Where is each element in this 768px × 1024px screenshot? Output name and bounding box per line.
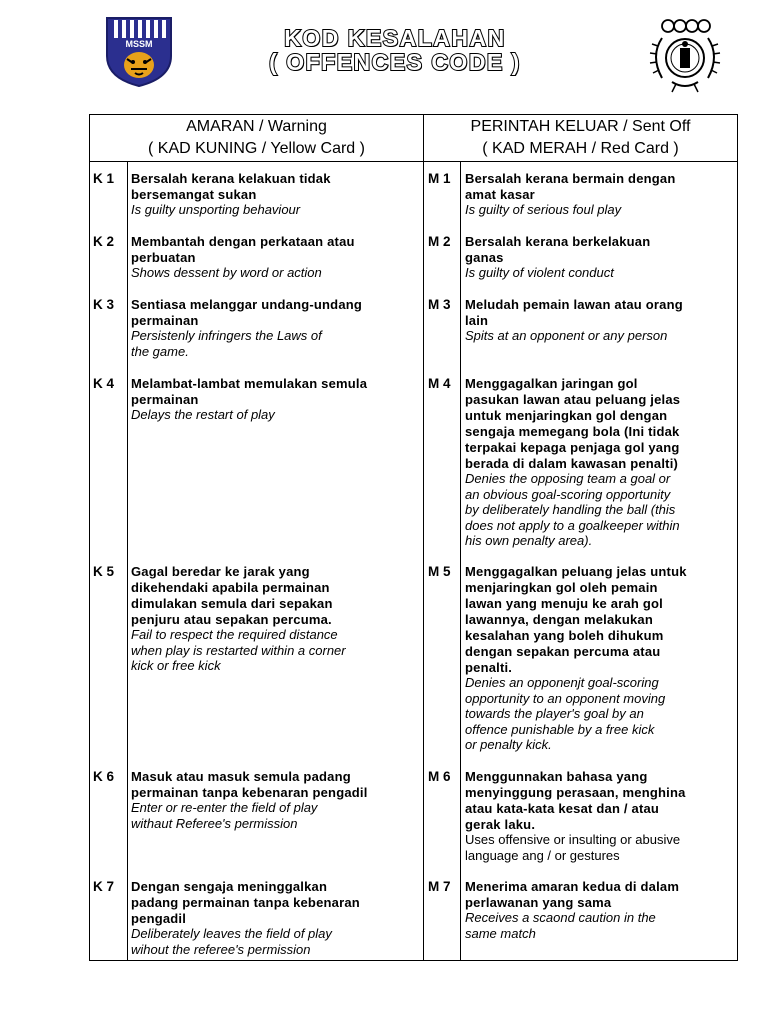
center-divider: [423, 115, 424, 960]
sendoff-malay-text: penalti.: [465, 660, 513, 675]
warning-malay-text: penjuru atau sepakan percuma.: [131, 612, 332, 627]
sendoff-malay-text: Menerima amaran kedua di dalam: [465, 879, 680, 894]
right-code-divider: [460, 161, 461, 960]
sendoff-english-text: or penalty kick.: [465, 737, 552, 753]
mssm-logo-text: MSSM: [125, 39, 153, 49]
warning-malay-text: Masuk atau masuk semula padang: [131, 769, 351, 784]
warning-code: K 3: [93, 297, 115, 312]
sendoff-english-text: his own penalty area).: [465, 533, 593, 549]
warning-english-text: withaut Referee's permission: [131, 815, 298, 831]
warning-malay-text: Melambat-lambat memulakan semula: [131, 376, 368, 391]
sendoff-malay-text: Menggunnakan bahasa yang: [465, 769, 648, 784]
warning-code: K 2: [93, 234, 115, 249]
sendoff-code: M 2: [428, 234, 451, 249]
sendoff-english-text: Denies the opposing team a goal or: [465, 471, 671, 486]
warning-code: K 7: [93, 879, 115, 894]
warning-malay-text: permainan: [131, 313, 199, 328]
warning-english-text: Deliberately leaves the field of play: [131, 926, 332, 941]
sendoff-column-header: [424, 115, 737, 161]
sendoff-english-text: Is guilty of violent conduct: [465, 265, 614, 280]
sendoff-english-text: towards the player's goal by an: [465, 706, 644, 722]
sendoff-header-line1: PERINTAH KELUAR / Sent Off: [470, 118, 691, 135]
warning-malay-text: perbuatan: [131, 250, 196, 265]
warning-english-text: kick or free kick: [131, 658, 221, 674]
sendoff-malay-text: atau kata-kata kesat dan / atau: [465, 801, 660, 816]
sendoff-malay-text: Menggagalkan jaringan gol: [465, 376, 638, 391]
sendoff-english-text: same match: [465, 925, 536, 941]
warning-malay-text: Membantah dengan perkataan atau: [131, 234, 355, 249]
warning-malay-text: dikehendaki apabila permainan: [131, 580, 330, 595]
warning-malay-text: Bersalah kerana kelakuan tidak: [131, 171, 331, 186]
title-english: ( OFFENCES CODE ): [269, 49, 521, 75]
warning-malay-text: pengadil: [131, 911, 187, 926]
warning-english-text: when play is restarted within a corner: [131, 642, 346, 658]
sendoff-malay-text: berada di dalam kawasan penalti): [465, 456, 679, 471]
sendoff-malay-text: Meludah pemain lawan atau orang: [465, 297, 683, 312]
warning-header-line2: ( KAD KUNING / Yellow Card ): [148, 140, 365, 157]
sendoff-code: M 1: [428, 171, 451, 186]
sendoff-malay-text: ganas: [465, 250, 504, 265]
warning-code: K 5: [93, 564, 115, 579]
sendoff-malay-text: untuk menjaringkan gol dengan: [465, 408, 668, 423]
sendoff-english-text: Is guilty of serious foul play: [465, 202, 622, 217]
sendoff-malay-text: dengan sepakan percuma atau: [465, 644, 661, 659]
sendoff-malay-text: amat kasar: [465, 187, 535, 202]
left-code-divider: [127, 161, 128, 960]
sendoff-malay-text: terpakai kepaga penjaga gol yang: [465, 440, 680, 455]
warning-code: K 1: [93, 171, 115, 186]
sendoff-code: M 3: [428, 297, 451, 312]
warning-malay-text: Sentiasa melanggar undang-undang: [131, 297, 363, 312]
sendoff-malay-text: perlawanan yang sama: [465, 895, 612, 910]
sendoff-malay-text: kesalahan yang boleh dihukum: [465, 628, 664, 643]
sendoff-malay-text: sengaja memegang bola (Ini tidak: [465, 424, 680, 439]
title-malay: KOD KESALAHAN: [284, 25, 506, 51]
mssm-logo: [105, 16, 173, 88]
warning-english-text: wihout the referee's permission: [131, 941, 311, 957]
warning-malay-text: Dengan sengaja meninggalkan: [131, 879, 328, 894]
sendoff-malay-text: menyinggung perasaan, menghina: [465, 785, 686, 800]
sendoff-code: M 5: [428, 564, 451, 579]
warning-malay-text: dimulakan semula dari sepakan: [131, 596, 333, 611]
sendoff-malay-text: Bersalah kerana berkelakuan: [465, 234, 651, 249]
sendoff-malay-text: Bersalah kerana bermain dengan: [465, 171, 676, 186]
warning-english-text: Is guilty unsporting behaviour: [131, 202, 301, 217]
sendoff-english-text: offence punishable by a free kick: [465, 721, 655, 737]
sendoff-english-text: does not apply to a goalkeeper within: [465, 517, 680, 533]
sendoff-malay-text: Menggagalkan peluang jelas untuk: [465, 564, 687, 579]
warning-english-text: Persistenly infringers the Laws of: [131, 328, 322, 343]
sendoff-malay-text: gerak laku.: [465, 817, 536, 832]
warning-header-line1: AMARAN / Warning: [186, 118, 327, 135]
sendoff-english-text: language ang / or gestures: [465, 847, 620, 863]
warning-malay-text: padang permainan tanpa kebenaran: [131, 895, 360, 910]
emblem-logo: [642, 16, 728, 98]
warning-code: K 6: [93, 769, 115, 784]
warning-code: K 4: [93, 376, 115, 391]
sendoff-malay-text: lawan yang menuju ke arah gol: [465, 596, 663, 611]
sendoff-english-text: an obvious goal-scoring opportunity: [465, 486, 671, 502]
warning-english-text: the game.: [131, 343, 189, 359]
sendoff-malay-text: menjaringkan gol oleh pemain: [465, 580, 658, 595]
sendoff-header-line2: ( KAD MERAH / Red Card ): [482, 140, 679, 157]
sendoff-malay-text: lain: [465, 313, 489, 328]
sendoff-english-text: Spits at an opponent or any person: [465, 328, 668, 343]
sendoff-english-text: Receives a scaond caution in the: [465, 910, 656, 925]
warning-malay-text: Gagal beredar ke jarak yang: [131, 564, 310, 579]
sendoff-code: M 4: [428, 376, 451, 391]
sendoff-english-text: opportunity to an opponent moving: [465, 690, 666, 706]
sendoff-english-text: Uses offensive or insulting or abusive: [465, 832, 681, 847]
sendoff-english-text: Denies an opponenjt goal-scoring: [465, 675, 659, 690]
sendoff-english-text: by deliberately handling the ball (this: [465, 502, 676, 518]
warning-malay-text: bersemangat sukan: [131, 187, 257, 202]
header-divider: [90, 161, 737, 162]
warning-english-text: Shows dessent by word or action: [131, 265, 322, 280]
sendoff-code: M 7: [428, 879, 451, 894]
sendoff-code: M 6: [428, 769, 451, 784]
warning-english-text: Fail to respect the required distance: [131, 627, 338, 642]
sendoff-malay-text: lawannya, dengan melakukan: [465, 612, 653, 627]
warning-english-text: Enter or re-enter the field of play: [131, 800, 318, 815]
sendoff-malay-text: pasukan lawan atau peluang jelas: [465, 392, 681, 407]
warning-english-text: Delays the restart of play: [131, 407, 275, 422]
warning-malay-text: permainan tanpa kebenaran pengadil: [131, 785, 368, 800]
warning-column-header: [90, 115, 423, 161]
warning-malay-text: permainan: [131, 392, 199, 407]
